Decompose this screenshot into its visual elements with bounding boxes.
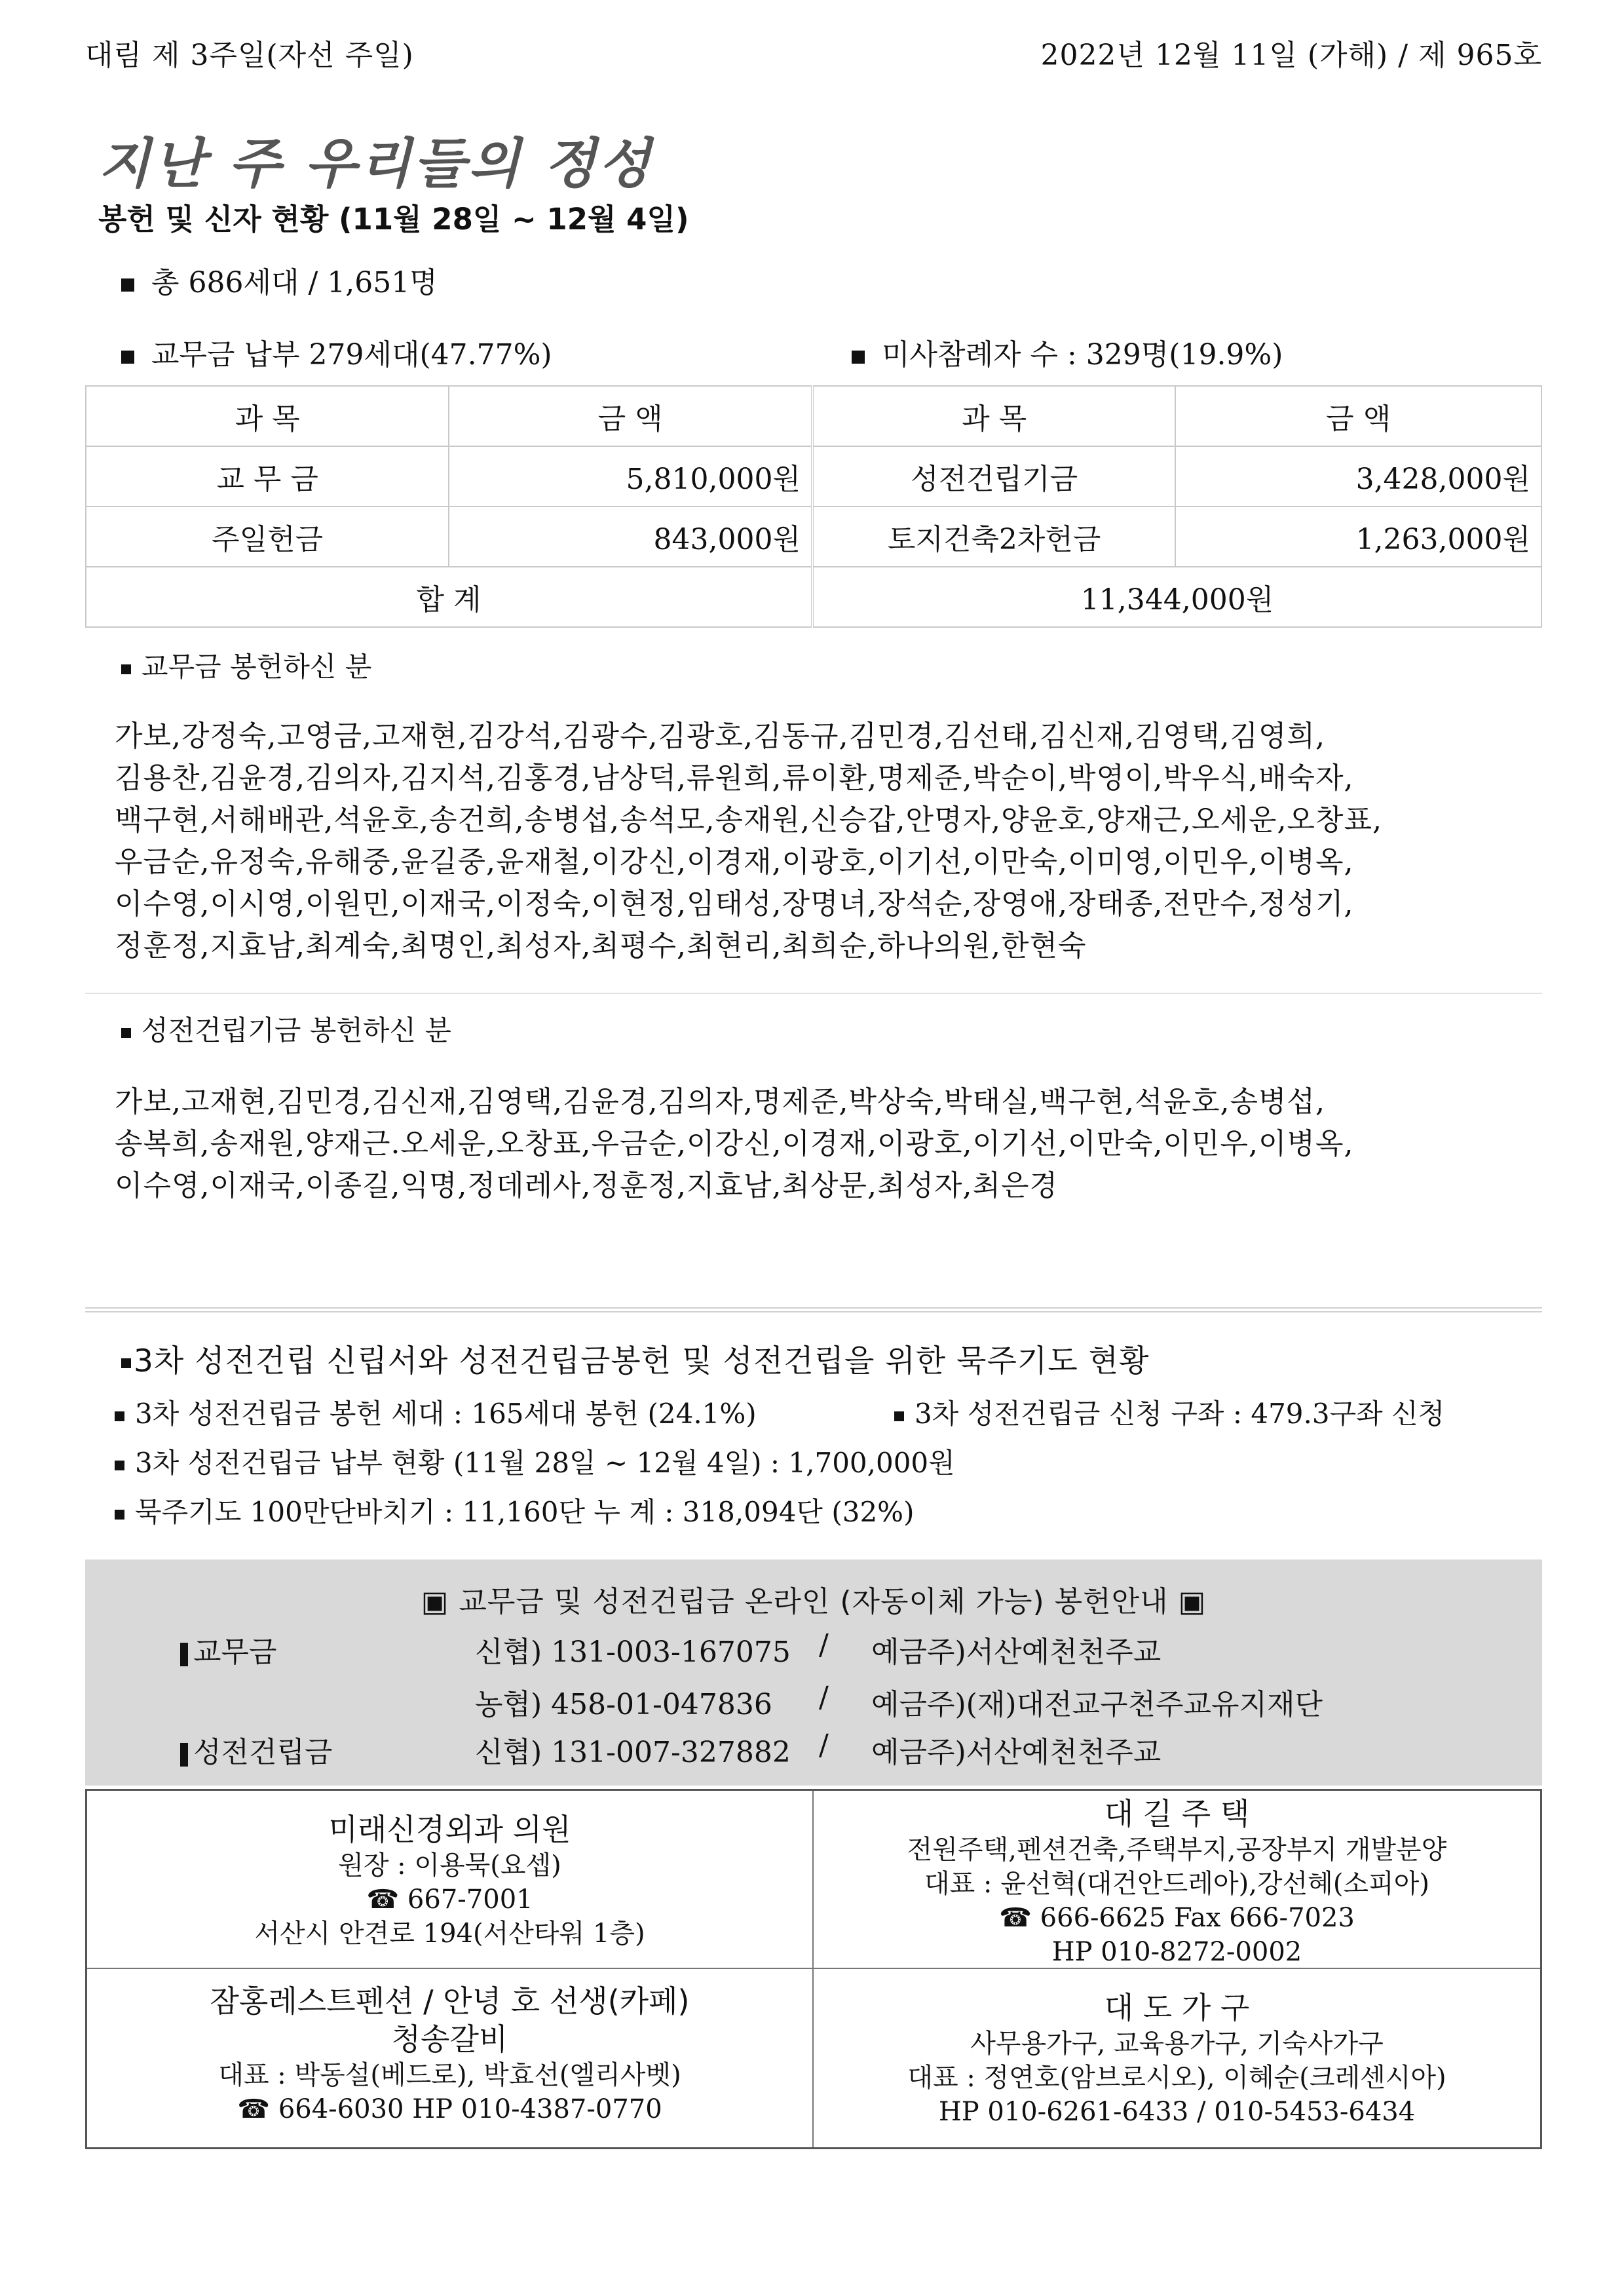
divider (85, 1307, 1542, 1312)
ad-line: 대표 : 박동설(베드로), 박효선(엘리사벳) (218, 2060, 681, 2090)
account-number: 신협) 131-003-167075 (475, 1636, 791, 1669)
table-row (86, 446, 1541, 507)
ad-name: 대 길 주 택 (1104, 1796, 1250, 1831)
ad-line: 대표 : 정연호(암브로시오), 이혜순(크레센시아) (907, 2063, 1446, 2093)
campaign-rosary-text: 묵주기도 100만단바치기 : 11,160단 누 계 : 318,094단 (32%) (135, 1496, 915, 1528)
list-item: 정훈정,지효남,최계숙,최명인,최성자,최평수,최현리,최희순,하나의원,한현숙 (115, 929, 1087, 963)
offering-label: 성전건립기금 (812, 446, 1175, 507)
stat-total-text: 총 686세대 / 1,651명 (151, 266, 438, 299)
online-giving-heading: ▣ 교무금 및 성전건립금 온라인 (자동이체 가능) 봉헌안내 ▣ (421, 1585, 1207, 1618)
col-amount-header: 금 액 (449, 386, 812, 446)
account-label-text: 성전건립금 (193, 1736, 333, 1769)
bullet-square-icon (121, 1028, 131, 1038)
campaign-rosary (115, 1491, 914, 1530)
stat-attendance (852, 331, 1283, 373)
offering-table-header (86, 386, 1541, 446)
ad-name: 대 도 가 구 (1104, 1990, 1250, 2025)
campaign-payment-text: 3차 성전건립금 납부 현황 (11월 28일 ~ 12월 4일) : 1,700,000원 (135, 1447, 955, 1479)
divider (85, 993, 1542, 994)
campaign-households-text: 3차 성전건립금 봉헌 세대 : 165세대 봉헌 (24.1%) (135, 1398, 757, 1430)
ad-line: HP 010-6261-6433 / 010-5453-6434 (938, 2097, 1416, 2127)
col-subject-header: 과 목 (812, 386, 1175, 446)
col-subject-header: 과 목 (86, 386, 449, 446)
ad-line: 사무용가구, 교육용가구, 기숙사가구 (970, 2029, 1384, 2059)
ad-line: ☎ 666-6625 Fax 666-7023 (999, 1903, 1355, 1933)
bullet-square-icon (852, 351, 865, 364)
campaign-heading-text: 3차 성전건립 신립서와 성전건립금봉헌 및 성전건립을 위한 묵주기도 현황 (134, 1343, 1150, 1379)
bulletin-date-issue: 2022년 12월 11일 (가해) / 제 965호 (1040, 39, 1542, 72)
bullet-square-icon (115, 1411, 124, 1421)
ad-clinic (87, 1791, 814, 1969)
list-item: 백구현,서해배관,석윤호,송건희,송병섭,송석모,송재원,신승갑,안명자,양윤호,양재근,오세운,오창표, (115, 803, 1382, 837)
dues-donors-heading-text: 교무금 봉헌하신 분 (142, 651, 372, 683)
bullet-square-icon (894, 1411, 904, 1421)
account-number: 신협) 131-007-327882 (475, 1736, 791, 1769)
section-title: 지난 주 우리들의 정성 (98, 133, 653, 195)
account-label-text: 교무금 (193, 1636, 277, 1669)
ads-table (85, 1789, 1542, 2149)
bullet-square-icon (121, 351, 134, 364)
list-item: 송복희,송재원,양재근.오세운,오창표,우금순,이강신,이경재,이광호,이기선,이만숙,이민우,이병옥, (115, 1127, 1354, 1160)
bar-marker-icon (180, 1743, 188, 1767)
total-label: 합 계 (86, 567, 812, 627)
bar-marker-icon (180, 1643, 188, 1666)
account-separator: / (819, 1729, 829, 1762)
col-amount-header: 금 액 (1175, 386, 1541, 446)
list-item: 김용찬,김윤경,김의자,김지석,김홍경,남상덕,류원희,류이환,명제준,박순이,박영이,박우식,배숙자, (115, 761, 1354, 795)
bullet-square-icon (121, 1358, 131, 1368)
ad-housing (814, 1791, 1540, 1969)
ad-name-secondary: 청송갈비 (391, 2021, 508, 2057)
dues-donors-heading (121, 645, 371, 685)
total-amount: 11,344,000원 (812, 567, 1541, 627)
list-item: 가보,고재현,김민경,김신재,김영택,김윤경,김의자,명제준,박상숙,박태실,백구현,석윤호,송병섭, (115, 1085, 1325, 1119)
campaign-accounts (894, 1392, 1445, 1432)
stat-dues-text: 교무금 납부 279세대(47.77%) (151, 338, 552, 372)
offering-amount: 5,810,000원 (449, 446, 812, 507)
offering-amount: 1,263,000원 (1175, 507, 1541, 567)
table-row (86, 507, 1541, 567)
campaign-heading (121, 1337, 1149, 1381)
ad-line: 전원주택,펜션건축,주택부지,공장부지 개발분양 (907, 1835, 1447, 1865)
offering-label: 토지건축2차헌금 (812, 507, 1175, 567)
ad-line: ☎ 667-7001 (366, 1885, 533, 1915)
account-number: 농협) 458-01-047836 (475, 1688, 772, 1721)
bulletin-week-label: 대림 제 3주일(자선 주일) (85, 39, 414, 72)
list-item: 이수영,이재국,이종길,익명,정데레사,정훈정,지효남,최상문,최성자,최은경 (115, 1169, 1058, 1202)
ad-name: 잠홍레스트펜션 / 안녕 호 선생(카페) (210, 1983, 690, 2019)
ad-line: 서산시 안견로 194(서산타워 1층) (254, 1919, 645, 1949)
ad-line: 원장 : 이용묵(요셉) (338, 1850, 561, 1881)
list-item: 가보,강정숙,고영금,고재현,김강석,김광수,김광호,김동규,김민경,김선태,김신재,김영택,김영희, (115, 719, 1325, 753)
offering-total-row (86, 567, 1541, 627)
stat-total (121, 259, 438, 301)
offering-label: 주일헌금 (86, 507, 449, 567)
bullet-square-icon (121, 664, 131, 674)
list-item: 이수영,이시영,이원민,이재국,이정숙,이현정,임태성,장명녀,장석순,장영애,장태종,전만수,정성기, (115, 887, 1354, 921)
campaign-payment (115, 1442, 955, 1481)
bullet-square-icon (115, 1461, 124, 1470)
bullet-square-icon (121, 278, 134, 292)
campaign-accounts-text: 3차 성전건립금 신청 구좌 : 479.3구좌 신청 (915, 1398, 1445, 1430)
building-donors-heading (121, 1009, 451, 1048)
ad-line: ☎ 664-6030 HP 010-4387-0770 (237, 2094, 662, 2124)
account-label-dues (180, 1628, 277, 1670)
account-holder: 예금주)서산예천천주교 (871, 1636, 1161, 1669)
dues-donors-list (115, 716, 1556, 967)
offering-amount: 843,000원 (449, 507, 812, 567)
online-giving-panel (85, 1559, 1542, 1786)
ad-furniture (814, 1969, 1540, 2147)
account-holder: 예금주)(재)대전교구천주교유지재단 (871, 1688, 1323, 1721)
ad-pension (87, 1969, 814, 2147)
offering-amount: 3,428,000원 (1175, 446, 1541, 507)
offering-table (85, 385, 1542, 628)
account-separator: / (819, 1628, 829, 1662)
campaign-households (115, 1392, 757, 1432)
account-holder: 예금주)서산예천천주교 (871, 1736, 1161, 1769)
offering-label: 교 무 금 (86, 446, 449, 507)
bullet-square-icon (115, 1510, 124, 1520)
stat-dues (121, 331, 552, 373)
list-item: 우금순,유정숙,유해중,윤길중,윤재철,이강신,이경재,이광호,이기선,이만숙,이미영,이민우,이병옥, (115, 845, 1354, 879)
stat-attendance-text: 미사참례자 수 : 329명(19.9%) (882, 338, 1283, 372)
ad-line: 대표 : 윤선혁(대건안드레아),강선혜(소피아) (924, 1869, 1429, 1899)
ad-line: HP 010-8272-0002 (1051, 1937, 1302, 1967)
account-label-building (180, 1729, 333, 1770)
building-donors-list (115, 1081, 1556, 1207)
ad-name: 미래신경외과 의원 (328, 1812, 571, 1847)
account-separator: / (819, 1681, 829, 1714)
section-subtitle: 봉헌 및 신자 현황 (11월 28일 ~ 12월 4일) (98, 202, 689, 237)
building-donors-heading-text: 성전건립기금 봉헌하신 분 (142, 1014, 451, 1046)
